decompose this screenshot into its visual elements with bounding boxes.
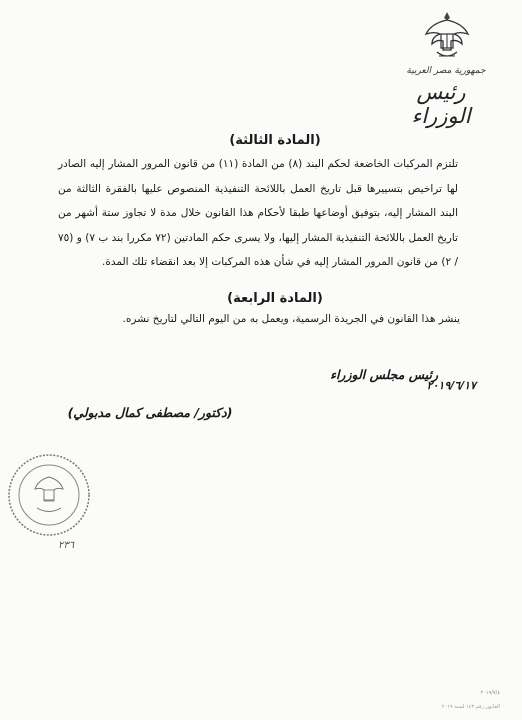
article4-heading: (المادة الرابعة) <box>227 291 323 306</box>
signatory-name: (دكتور/ مصطفى كمال مدبولي) <box>67 405 233 420</box>
government-name: جمهورية مصر العربية <box>406 66 486 76</box>
article3-heading: (المادة الثالثة) <box>229 133 321 148</box>
handwritten-note: ٢٣٦ <box>58 540 75 551</box>
office-title-script: رئيس الوزراء <box>411 80 471 128</box>
article4-text: ينشر هذا القانون في الجريدة الرسمية، ويعمل به من اليوم التالي لتاريخ نشره. <box>122 313 460 325</box>
signature-date: ٢٠١٩/٦/١٧ <box>426 379 476 392</box>
signature-title: رئيس مجلس الوزراء <box>330 367 438 382</box>
footer-line-1: ٢٠١٩/٧/٤ <box>480 690 500 696</box>
article3-text: تلتزم المركبات الخاضعة لحكم البند (٨) من المادة (١١) من قانون المرور المشار إليه الصادر لها تراخيص بتسييرها قبل تاريخ العمل باللائحة التنفيذية المنصوص عليها بالفقرة الثالثة من البند المشار إليه، بتوفيق أوضاعها طبقا لأحكام هذا القانون خلال مدة لا تجاوز ستة أشهر من تاريخ العمل باللائحة التنفيذية المشار إليها، ولا يسرى حكم المادتين (٧٢ مكررا بند ب ٧) و (٧٥ / ٢) من قانون المرور المشار إليه في شأن هذه المركبات إلا بعد انقضاء تلك المدة. <box>58 158 459 269</box>
eagle-emblem-icon <box>424 10 470 62</box>
footer-line-2: القانون رقم ١٤٣ لسنة ٢٠١٩ <box>441 704 500 710</box>
official-seal-icon <box>6 452 92 538</box>
